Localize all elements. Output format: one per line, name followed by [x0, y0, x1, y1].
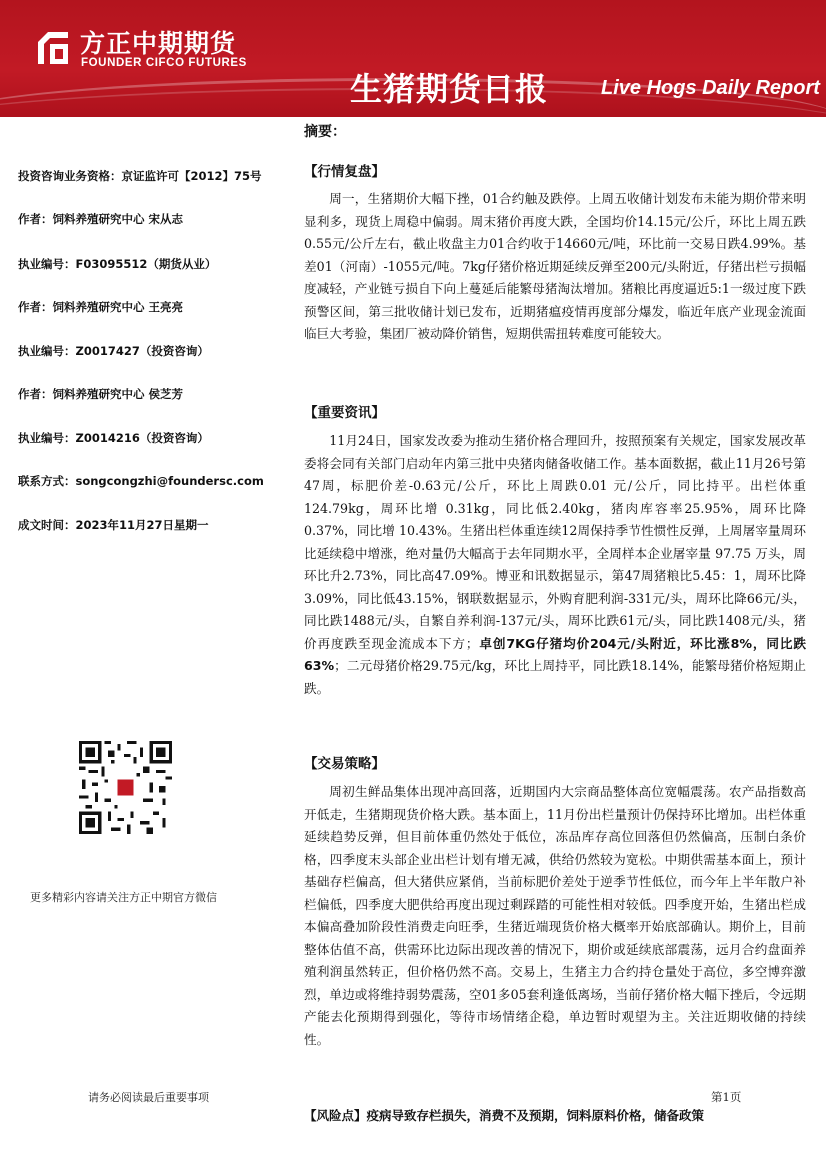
wechat-qr-code-icon[interactable] — [79, 741, 172, 834]
key-news-tail: ；二元母猪价格29.75元/kg，环比上周持平，同比跌18.14%，能繁母猪价格短期止跌。 — [304, 658, 806, 696]
company-name-en: FOUNDER CIFCO FUTURES — [81, 57, 247, 69]
license-info: 投资咨询业务资格：京证监许可【2012】75号 — [18, 169, 262, 183]
publish-date: 成文时间：2023年11月27日星期一 — [18, 518, 209, 532]
key-news-highlight: 卓创7KG仔猪均价204元/头附近，环比涨8%，同比跌63% — [304, 635, 806, 673]
author-2: 作者：饲料养殖研究中心 王亮亮 — [18, 300, 184, 314]
company-logo-icon — [34, 30, 72, 66]
contact-email[interactable]: 联系方式：songcongzhi@foundersc.com — [18, 474, 264, 488]
key-news-text — [304, 430, 806, 700]
author-3: 作者：饲料养殖研究中心 侯芝芳 — [18, 387, 184, 401]
license-number-1: 执业编号：F03095512（期货从业） — [18, 257, 217, 271]
key-news-body: 11月24日，国家发改委为推动生猪价格合理回升，按照预案有关规定，国家发展改革委将会同有关部门启动年内第三批中央猪肉储备收储工作。基本面数据，截止11月26号第47周，标肥价差-0.63元/公斤，环比上周跌0.01 元/公斤，同比持平。出栏体重124.79kg，周环比增 0.31kg，同比低2.40kg，猪肉库容率25.95%，周环比降 0.37%，同比增 10.43%。生猪出栏体重连续12周保持季节性惯性反弹，上周屠宰量周环比延续稳中增涨，绝对量仍大幅高于去年同期水平，全周样本企业屠宰量 97.75 万头，周环比升2.73%，同比高47.09%。博亚和讯数据显示，第47周猪粮比5.45：1，周环比降3.09%，同比低43.15%，钢联数据显示，外购育肥利润-331元/头，周环比降66元/头，同比跌1488元/头，自繁自养利润-137元/头，周环比跌61元/头，同比跌1408元/头，猪价再度跌至现金流成本下方； — [304, 433, 806, 651]
qr-caption: 更多精彩内容请关注方正中期官方微信 — [30, 891, 217, 904]
disclaimer-note: 请务必阅读最后重要事项 — [88, 1091, 209, 1104]
company-name-cn: 方正中期期货 — [80, 29, 237, 58]
risk-points: 【风险点】疫病导致存栏损失，消费不及预期，饲料原料价格，储备政策 — [304, 1108, 705, 1123]
license-number-2: 执业编号：Z0017427（投资咨询） — [18, 344, 209, 358]
summary-title: 摘要： — [304, 124, 346, 140]
author-1: 作者：饲料养殖研究中心 宋从志 — [18, 212, 184, 226]
market-review-text: 周一，生猪期价大幅下挫，01合约触及跌停。上周五收储计划发布未能为期价带来明显利多，现货上周稳中偏弱。周末猪价再度大跌，全国均价14.15元/公斤，环比上周五跌0.55元/公斤左右，截止收盘主力01合约收于14660元/吨，环比前一交易日跌4.99%。基差01（河南）-1055元/吨。7kg仔猪价格近期延续反弹至200元/头附近，仔猪出栏亏损幅度减轻，产业链亏损自下向上蔓延后能繁母猪淘汰增加。猪粮比再度逼近5:1一级过度下跌预警区间，第三批收储计划已发布，近期猪瘟疫情再度部分爆发，临近年底产业现金流面临巨大考验，集团厂被动降价销售，短期供需扭转难度可能较大。 — [304, 191, 806, 341]
strategy-text: 周初生鲜品集体出现冲高回落，近期国内大宗商品整体高位宽幅震荡。农产品指数高开低走，生猪期现货价格大跌。基本面上，11月份出栏量预计仍保持环比增加。出栏体重延续趋势反弹，但目前体重仍然处于低位，冻品库存高位回落但仍然偏高，压制白条价格，四季度末头部企业出栏计划有增无减，供给仍然较为宽松。中期供需基本面上，预计基础存栏偏高，但大猪供应紧俏，当前标肥价差处于逆季节性低位，而今年上半年散户补栏偏低，四季度大肥供给再度出现过剩踩踏的可能性相对较低。四季度开始，生猪出栏成本偏高叠加阶段性消费走向旺季，生猪近端现货价格大概率开始底部确认。期价上，目前整体估值不高，供需环比边际出现改善的情况下，期价或延续底部震荡，远月合约盘面养殖利润虽然转正，但价格仍然不高。交易上，生猪主力合约持仓量处于高位，多空博弈激烈，单边或将维持弱势震荡，空01多05套利逢低离场，当前仔猪价格大幅下挫后，令远期产能去化预期得到强化，等待市场情绪企稳，单边暂时观望为主。关注近期收储的持续性。 — [304, 784, 806, 1047]
report-title-cn: 生猪期货日报 — [350, 70, 549, 108]
header-banner — [0, 0, 826, 117]
section-heading-market-review: 【行情复盘】 — [304, 164, 385, 180]
page-number: 第1页 — [711, 1090, 742, 1104]
report-title-en: Live Hogs Daily Report — [601, 77, 820, 99]
section-heading-strategy: 【交易策略】 — [304, 756, 385, 772]
section-heading-key-news: 【重要资讯】 — [304, 405, 385, 421]
license-number-3: 执业编号：Z0014216（投资咨询） — [18, 431, 209, 445]
